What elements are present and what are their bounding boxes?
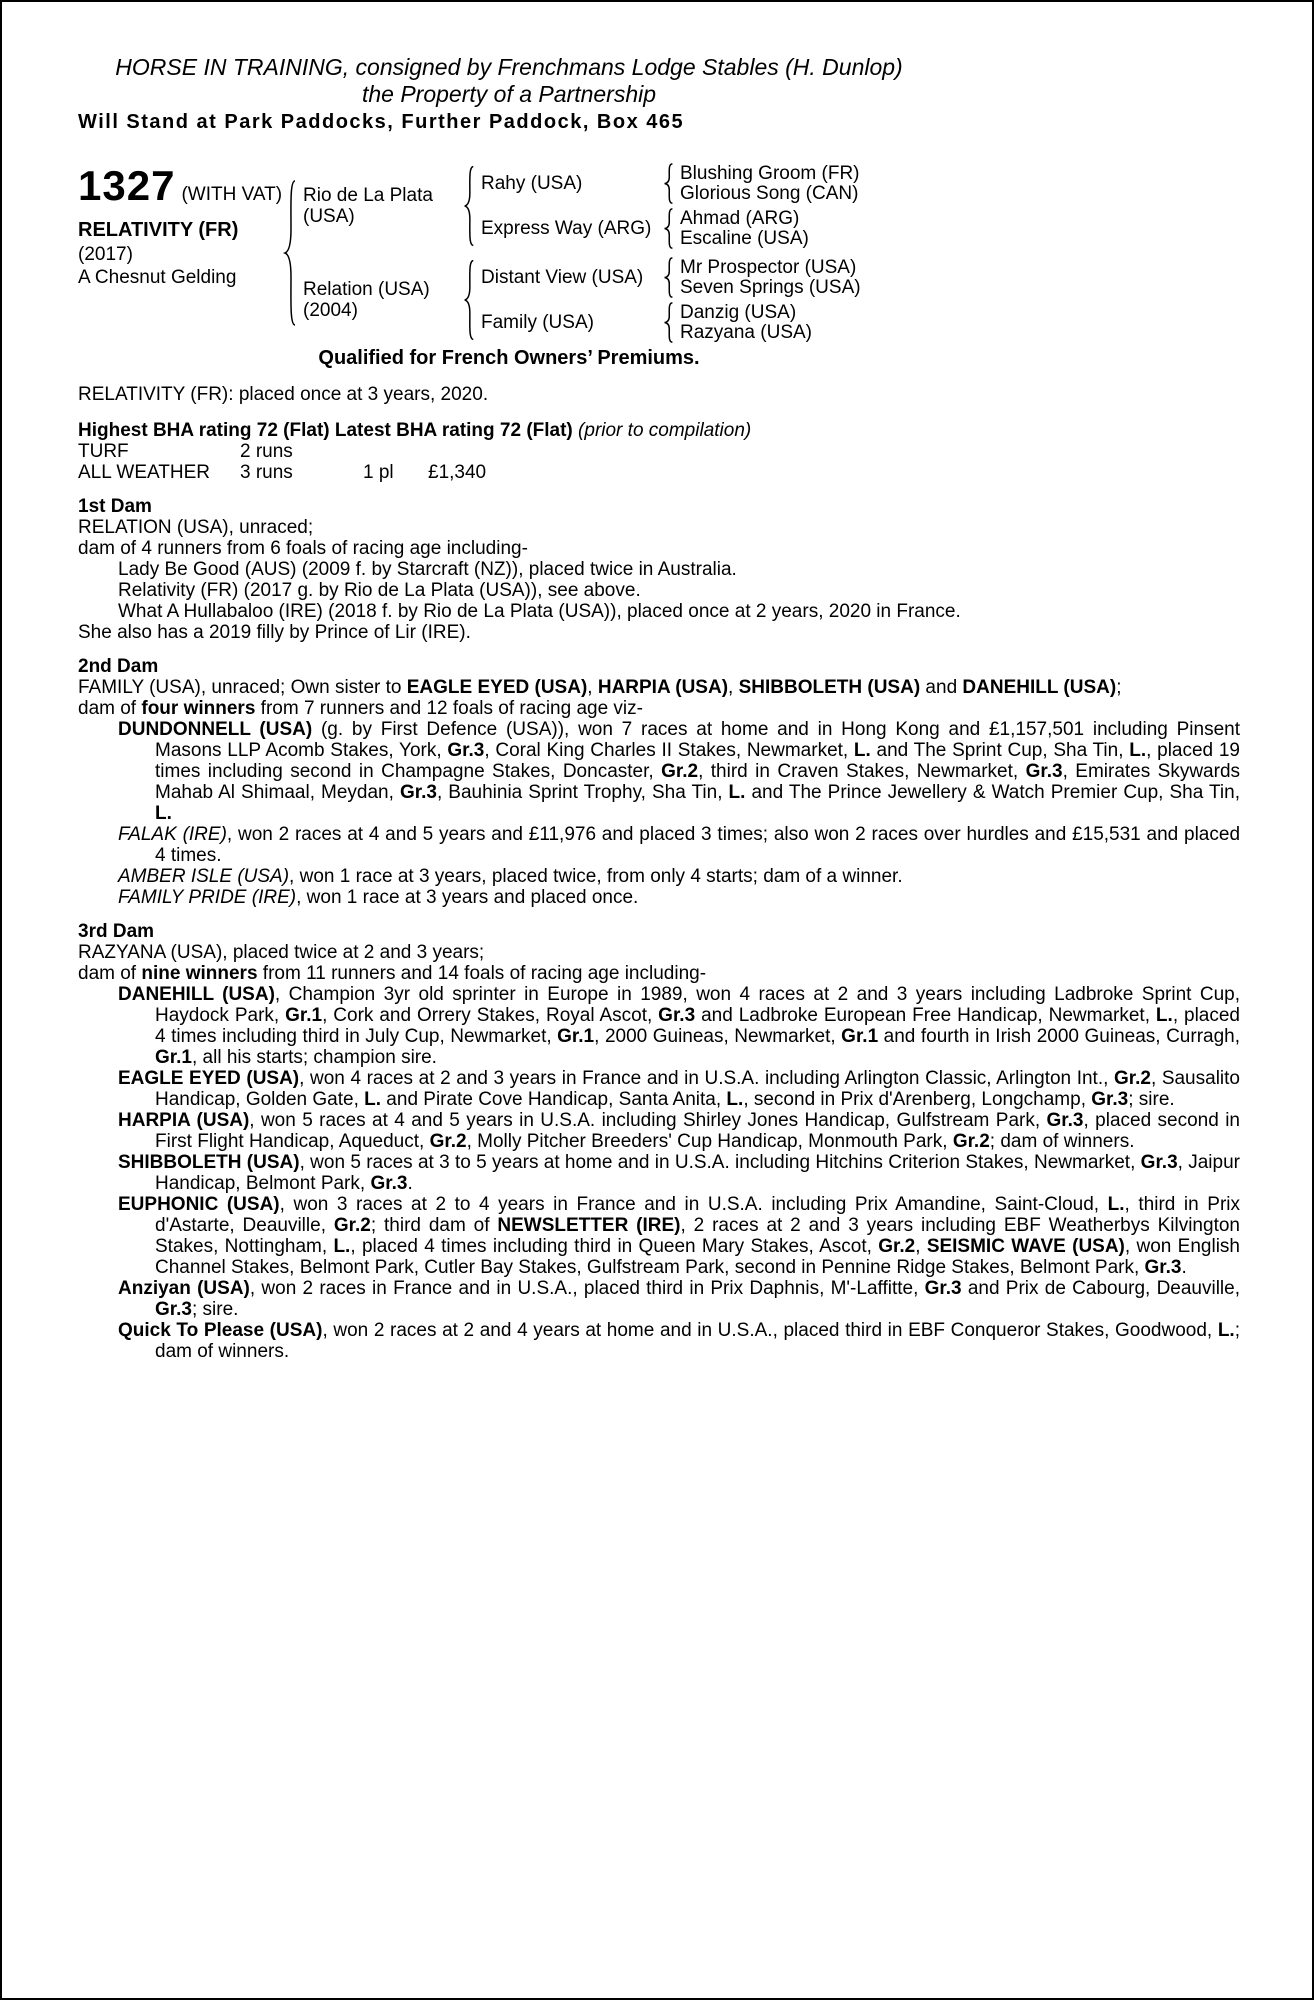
- places-cell: 1 pl: [363, 462, 394, 483]
- bold-run: L.: [1129, 740, 1147, 761]
- text-run: , Sausalito Handicap, Golden Gate,: [155, 1068, 1240, 1110]
- great-grandparents: [680, 209, 809, 249]
- section-3rd-dam: [78, 921, 1240, 1362]
- text-run: ;: [1116, 677, 1122, 698]
- text-run: ; sire.: [1128, 1089, 1175, 1110]
- progeny-entry: [78, 1110, 1240, 1152]
- great-grandparents: [680, 164, 860, 204]
- page-header: [78, 54, 940, 108]
- bha-rating-note: (prior to compilation): [578, 420, 752, 441]
- great-grandparent-name: Escaline (USA): [680, 227, 809, 249]
- section-heading: 2nd Dam: [78, 656, 159, 677]
- text-run: , second in Prix d'Arenberg, Longchamp,: [743, 1089, 1092, 1110]
- bold-run: Gr.3: [370, 1173, 408, 1194]
- produce-intro: [78, 538, 1240, 559]
- lot-details: [78, 163, 283, 288]
- text-run: , won 1 race at 3 years, placed twice, from only 4 starts; dam of a winner.: [289, 866, 903, 887]
- text-run: and Prix de Cabourg, Deauville,: [961, 1278, 1240, 1299]
- granddam-branch: [475, 208, 860, 249]
- bold-run: Gr.2: [429, 1131, 467, 1152]
- great-grandparent-name: Seven Springs (USA): [680, 276, 861, 298]
- bold-run: HARPIA (USA): [118, 1110, 250, 1131]
- bold-run: nine winners: [141, 963, 258, 984]
- property-line: the Property of a Partnership: [361, 81, 657, 107]
- text-run: , Jaipur Handicap, Belmont Park,: [155, 1152, 1240, 1194]
- bold-run: EUPHONIC (USA): [118, 1194, 280, 1215]
- progeny-entry: [78, 601, 1240, 622]
- text-run: , Cork and Orrery Stakes, Royal Ascot,: [322, 1005, 659, 1026]
- pedigree-block: [78, 163, 1240, 343]
- text-run: and Pirate Cove Handicap, Santa Anita,: [381, 1089, 727, 1110]
- text-run: , won 2 races at 2 and 4 years at home and in U.S.A., placed third in EBF Conqueror Stakes, Goodwood,: [322, 1320, 1218, 1341]
- section-2nd-dam: [78, 656, 1240, 908]
- bold-run: Gr.3: [155, 1299, 192, 1320]
- text-run: and The Prince Jewellery & Watch Premier Cup, Sha Tin,: [745, 782, 1240, 803]
- text-run: ,: [587, 677, 598, 698]
- progeny-entry: [78, 1152, 1240, 1194]
- bold-run: L.: [1155, 1005, 1173, 1026]
- bold-run: L.: [728, 782, 746, 803]
- progeny-entry: [78, 887, 1240, 908]
- consignor-line: HORSE IN TRAINING, consigned by Frenchmans Lodge Stables (H. Dunlop): [115, 54, 903, 80]
- text-run: RELATION (USA), unraced;: [78, 517, 314, 538]
- bold-run: EAGLE EYED (USA): [118, 1068, 300, 1089]
- bold-run: DANEHILL (USA): [118, 984, 275, 1005]
- bold-run: EAGLE EYED (USA): [406, 677, 588, 698]
- bold-run: Gr.3: [1144, 1257, 1182, 1278]
- text-run: , Coral King Charles II Stakes, Newmarket,: [484, 740, 854, 761]
- sire-branch: [297, 163, 861, 249]
- bold-run: DUNDONNELL (USA): [118, 719, 313, 740]
- bold-run: Gr.1: [557, 1026, 595, 1047]
- horse-description: A Chesnut Gelding: [78, 267, 237, 288]
- text-run: Lady Be Good (AUS) (2009 f. by Starcraft (NZ)), placed twice in Australia.: [118, 559, 737, 580]
- bold-run: Gr.3: [1140, 1152, 1178, 1173]
- brace-icon: [663, 257, 674, 298]
- foal-year: (2017): [78, 244, 133, 265]
- bold-run: Gr.3: [924, 1278, 962, 1299]
- text-run: , won 2 races in France and in U.S.A., placed third in Prix Daphnis, M'-Laffitte,: [249, 1278, 925, 1299]
- text-run: , placed 19 times including second in Champagne Stakes, Doncaster,: [155, 740, 1240, 782]
- dam-line: [78, 942, 1240, 963]
- bold-run: Gr.1: [841, 1026, 879, 1047]
- text-run: ; dam of winners.: [155, 1320, 1240, 1362]
- text-run: , third in Craven Stakes, Newmarket,: [698, 761, 1026, 782]
- bold-run: L.: [333, 1236, 351, 1257]
- progeny-entry: [78, 824, 1240, 866]
- great-grandparent-name: Blushing Groom (FR): [680, 162, 860, 184]
- text-run: .: [1181, 1257, 1187, 1278]
- text-run: , Molly Pitcher Breeders' Cup Handicap, Monmouth Park,: [466, 1131, 953, 1152]
- great-grandparent-name: Razyana (USA): [680, 321, 812, 343]
- race-summary: RELATIVITY (FR): placed once at 3 years, 2020.: [78, 384, 489, 405]
- additional-produce-note: [78, 622, 1240, 643]
- bold-run: L.: [1107, 1194, 1125, 1215]
- lot-number: 1327: [78, 162, 176, 209]
- bha-rating-values: Highest BHA rating 72 (Flat) Latest BHA rating 72 (Flat): [78, 420, 573, 441]
- brace-icon: [663, 163, 674, 204]
- bold-run: DANEHILL (USA): [962, 677, 1117, 698]
- progeny-entry: [78, 984, 1240, 1068]
- great-grandparents: [680, 303, 812, 343]
- stand-location-line: Will Stand at Park Paddocks, Further Paddock, Box 465: [78, 111, 685, 133]
- brace-icon: [283, 178, 297, 328]
- bold-run: Anziyan (USA): [118, 1278, 250, 1299]
- great-grandparents: [680, 258, 861, 298]
- section-heading: 1st Dam: [78, 496, 152, 517]
- bold-run: Gr.3: [1046, 1110, 1084, 1131]
- granddam-name: Express Way (ARG): [481, 218, 652, 239]
- text-run: , placed 4 times including third in Queen Mary Stakes, Ascot,: [350, 1236, 879, 1257]
- table-row: [78, 441, 1240, 462]
- text-run: ,: [728, 677, 739, 698]
- bold-run: Gr.3: [1025, 761, 1063, 782]
- text-run: , third in Prix d'Astarte, Deauville,: [155, 1194, 1240, 1236]
- text-run: and The Sprint Cup, Sha Tin,: [870, 740, 1130, 761]
- bold-run: Gr.2: [1113, 1068, 1151, 1089]
- runs-cell: 2 runs: [240, 441, 293, 462]
- bold-run: Gr.1: [285, 1005, 323, 1026]
- bold-run: SHIBBOLETH (USA): [118, 1152, 300, 1173]
- section-1st-dam: [78, 496, 1240, 643]
- grandsire-branch: [475, 257, 861, 298]
- text-run: , won 2 races at 4 and 5 years and £11,976 and placed 3 times; also won 2 races over hurdles and £15,531 and placed 4 times.: [155, 824, 1241, 866]
- sire-grandparents: [475, 163, 860, 249]
- bold-run: NEWSLETTER (IRE): [497, 1215, 681, 1236]
- bold-run: Gr.3: [1091, 1089, 1129, 1110]
- text-run: dam of: [78, 963, 142, 984]
- bold-run: HARPIA (USA): [597, 677, 729, 698]
- text-run: , 2000 Guineas, Newmarket,: [594, 1026, 842, 1047]
- brace-icon: [463, 259, 475, 341]
- bold-run: Gr.3: [399, 782, 437, 803]
- text-run: ; dam of winners.: [989, 1131, 1135, 1152]
- text-run: and fourth in Irish 2000 Guineas, Curragh,: [878, 1026, 1240, 1047]
- bold-run: L.: [155, 803, 172, 824]
- text-run: RAZYANA (USA), placed twice at 2 and 3 years;: [78, 942, 485, 963]
- lot-number-line: [78, 162, 283, 209]
- dam-branch: [297, 257, 861, 343]
- text-run: and Ladbroke European Free Handicap, Newmarket,: [695, 1005, 1156, 1026]
- great-grandparent-name: Mr Prospector (USA): [680, 256, 857, 278]
- great-grandparent-name: Ahmad (ARG): [680, 207, 800, 229]
- grandsire-branch: [475, 163, 860, 204]
- text-run: from 11 runners and 14 foals of racing age including-: [257, 963, 707, 984]
- italic-run: FALAK (IRE): [118, 824, 227, 845]
- text-run: , won 1 race at 3 years and placed once.: [296, 887, 639, 908]
- grandsire-name: Rahy (USA): [481, 173, 583, 194]
- places-cell: [363, 441, 428, 462]
- text-run: , won English Channel Stakes, Belmont Park, Cutler Bay Stakes, Gulfstream Park, second in Pennine Ridge Stakes, Belmont Park,: [155, 1236, 1240, 1278]
- bold-run: SEISMIC WAVE (USA): [926, 1236, 1125, 1257]
- text-run: , placed 4 times including third in July Cup, Newmarket,: [155, 1005, 1241, 1047]
- vat-note: (WITH VAT): [181, 184, 283, 205]
- brace-icon: [663, 302, 674, 343]
- grandsire-name: Distant View (USA): [481, 267, 644, 288]
- bha-rating-line: [78, 420, 1240, 441]
- progeny-entry: [78, 719, 1240, 824]
- bold-run: L.: [1217, 1320, 1235, 1341]
- text-run: ; sire.: [191, 1299, 239, 1320]
- granddam-branch: [475, 302, 861, 343]
- dam-line: [78, 677, 1240, 698]
- text-run: , placed second in First Flight Handicap, Aqueduct,: [155, 1110, 1240, 1152]
- section-heading: 3rd Dam: [78, 921, 155, 942]
- text-run: , Emirates Skywards Mahab Al Shimaal, Meydan,: [155, 761, 1241, 803]
- table-row: [78, 462, 1240, 483]
- dam-line: [78, 517, 1240, 538]
- brace-icon: [663, 208, 674, 249]
- text-run: , won 4 races at 2 and 3 years in France and in U.S.A. including Arlington Classic, Arlington Int.,: [299, 1068, 1114, 1089]
- progeny-entry: [78, 866, 1240, 887]
- bold-run: Gr.3: [658, 1005, 696, 1026]
- text-run: What A Hullabaloo (IRE) (2018 f. by Rio de La Plata (USA)), placed once at 2 years, 2020 in France.: [118, 601, 961, 622]
- bold-run: Gr.2: [333, 1215, 371, 1236]
- text-run: , Champion 3yr old sprinter in Europe in 1989, won 4 races at 2 and 3 years including Ladbroke Sprint Cup, Haydock Park,: [155, 984, 1240, 1026]
- progeny-entry: [78, 559, 1240, 580]
- bold-run: Gr.1: [155, 1047, 192, 1068]
- bold-run: L.: [726, 1089, 744, 1110]
- progeny-entry: [78, 1278, 1240, 1320]
- progeny-entry: [78, 580, 1240, 601]
- text-run: , 2 races at 2 and 3 years including EBF Weatherbys Kilvington Stakes, Nottingham,: [155, 1215, 1240, 1257]
- great-grandparent-name: Glorious Song (CAN): [680, 182, 859, 204]
- sire-name: Rio de La Plata (USA): [303, 185, 433, 227]
- text-run: , won 5 races at 4 and 5 years in U.S.A. including Shirley Jones Handicap, Gulfstream Park,: [249, 1110, 1047, 1131]
- bold-run: SHIBBOLETH (USA): [738, 677, 921, 698]
- text-run: Relativity (FR) (2017 g. by Rio de La Plata (USA)), see above.: [118, 580, 641, 601]
- runs-cell: 3 runs: [240, 462, 293, 483]
- text-run: dam of 4 runners from 6 foals of racing age including-: [78, 538, 528, 559]
- bold-run: Gr.2: [878, 1236, 916, 1257]
- earnings-cell: £1,340: [428, 462, 487, 483]
- progeny-entry: [78, 1320, 1240, 1362]
- surface-cell: TURF: [78, 441, 129, 462]
- dam-grandparents: [475, 257, 861, 343]
- text-run: , all his starts; champion sire.: [191, 1047, 437, 1068]
- produce-intro: [78, 963, 1240, 984]
- granddam-name: Family (USA): [481, 312, 594, 333]
- pedigree-generation-1: [297, 163, 861, 343]
- italic-run: AMBER ISLE (USA): [118, 866, 290, 887]
- progeny-entry: [78, 1068, 1240, 1110]
- horse-name: RELATIVITY (FR): [78, 219, 239, 241]
- bold-run: Quick To Please (USA): [118, 1320, 323, 1341]
- bold-run: L.: [853, 740, 871, 761]
- page-content: [2, 2, 1312, 1362]
- italic-run: FAMILY PRIDE (IRE): [118, 887, 297, 908]
- earnings-cell: [428, 441, 1240, 462]
- race-record-table: [78, 441, 1240, 483]
- dam-name: Relation (USA) (2004): [303, 279, 430, 321]
- text-run: and: [920, 677, 963, 698]
- bold-run: four winners: [141, 698, 256, 719]
- progeny-entry: [78, 1194, 1240, 1278]
- surface-cell: ALL WEATHER: [78, 462, 210, 483]
- text-run: .: [407, 1173, 413, 1194]
- text-run: ; third dam of: [370, 1215, 498, 1236]
- text-run: from 7 runners and 12 foals of racing age viz-: [255, 698, 643, 719]
- text-run: (g. by First Defence (USA)), won 7 races at home and in Hong Kong and £1,157,501 including Pinsent Masons LLP Acomb Stakes, York,: [155, 719, 1240, 761]
- text-run: dam of: [78, 698, 142, 719]
- text-run: She also has a 2019 filly by Prince of Lir (IRE).: [78, 622, 471, 643]
- bold-run: Gr.2: [661, 761, 699, 782]
- bold-run: Gr.2: [952, 1131, 990, 1152]
- premium-note: Qualified for French Owners’ Premiums.: [318, 347, 700, 369]
- produce-intro: [78, 698, 1240, 719]
- text-run: , Bauhinia Sprint Trophy, Sha Tin,: [436, 782, 729, 803]
- text-run: FAMILY (USA), unraced; Own sister to: [78, 677, 407, 698]
- brace-icon: [463, 165, 475, 247]
- bold-run: L.: [364, 1089, 382, 1110]
- text-run: , won 5 races at 3 to 5 years at home and in U.S.A. including Hitchins Criterion Stakes, Newmarket,: [299, 1152, 1141, 1173]
- text-run: ,: [915, 1236, 927, 1257]
- text-run: , won 3 races at 2 to 4 years in France and in U.S.A. including Prix Amandine, Saint-Cloud,: [279, 1194, 1108, 1215]
- bold-run: Gr.3: [447, 740, 485, 761]
- great-grandparent-name: Danzig (USA): [680, 301, 797, 323]
